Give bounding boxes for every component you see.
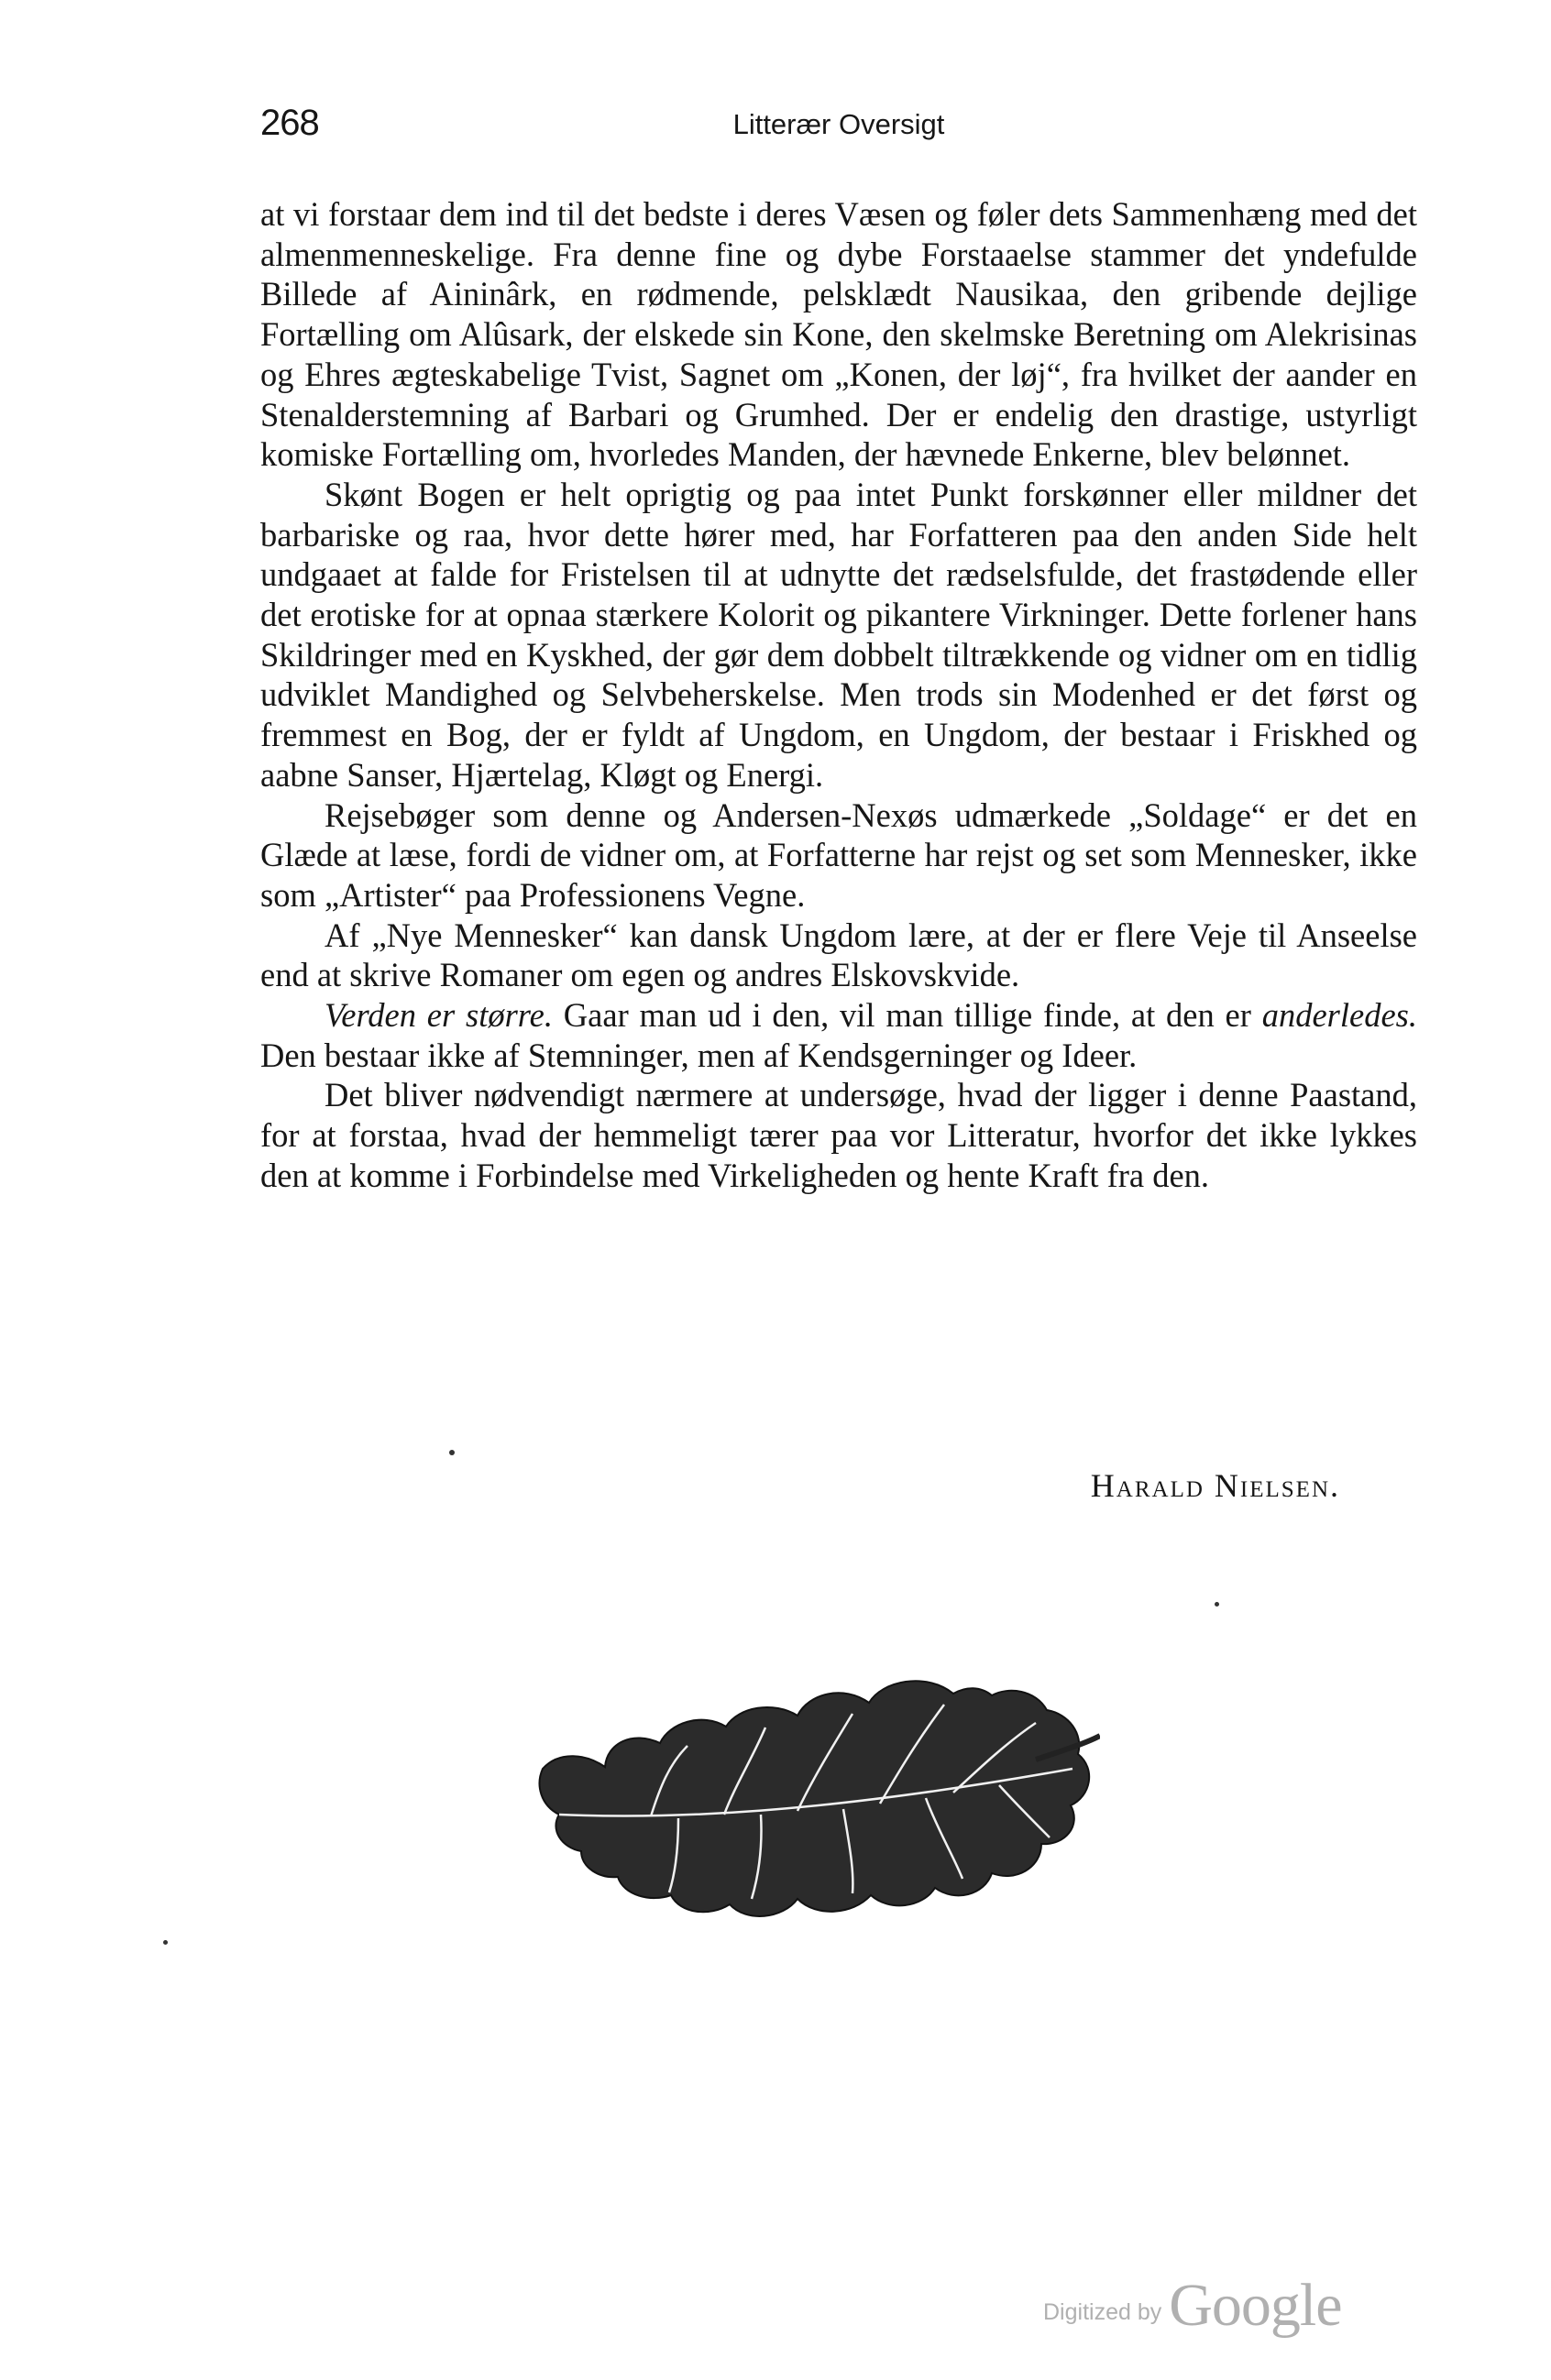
paragraph-5-text-b: Den bestaar ikke af Stemninger, men af Kendsgerninger og Ideer. <box>260 1036 1138 1074</box>
running-title: Litterær Oversigt <box>732 108 945 140</box>
oak-leaf-ornament <box>522 1659 1100 1970</box>
paragraph-3: Rejsebøger som denne og Andersen-Nexøs udmærkede „Soldage“ er det en Glæde at læse, fordi de vidner om, at Forfatterne har rejst og set som Mennesker, ikke som „Artister“ paa Professionens Vegne. <box>260 795 1417 914</box>
author-signature: Harald Nielsen. <box>1090 1467 1340 1504</box>
page-header <box>260 103 1417 158</box>
google-logo: Google <box>1169 2272 1342 2339</box>
digitized-by-google-watermark <box>1043 2271 1342 2341</box>
paragraph-5 <box>260 995 1417 1075</box>
italic-phrase-verden: Verden er større. <box>324 996 553 1035</box>
paragraph-6: Det bliver nødvendigt nærmere at undersøge, hvad der ligger i denne Paastand, for at forstaa, hvad der hemmeligt tærer paa vor Litteratur, hvorfor det ikke lykkes den at komme i Forbindelse med Virkeligheden og hente Kraft fra den. <box>260 1076 1417 1194</box>
watermark-small-text: Digitized by <box>1043 2299 1162 2325</box>
ink-speck <box>449 1450 455 1455</box>
paragraph-1: at vi forstaar dem ind til det bedste i deres Væsen og føler dets Sammenhæng med det almenmenneskelige. Fra denne fine og dybe Forstaaelse stammer det yndefulde Billede af Aininârk, en rødmende, pelsklædt Nausikaa, den gribende dejlige Fortælling om Alûsark, der elskede sin Kone, den skelmske Beretning om Alekrisinas og Ehres ægteskabelige Tvist, Sagnet om „Konen, der løj“, fra hvilket der aander en Stenalderstemning af Barbari og Grumhed. Der er endelig den drastige, ustyrligt komiske Fortælling om, hvorledes Manden, der hævnede Enkerne, blev belønnet. <box>260 195 1417 474</box>
paragraph-5-text-a: Gaar man ud i den, vil man tillige finde, at den er <box>553 996 1262 1035</box>
ink-speck <box>163 1940 168 1945</box>
paragraph-4: Af „Nye Mennesker“ kan dansk Ungdom lære, at der er flere Veje til Anseelse end at skrive Romaner om egen og andres Elskovskvide. <box>260 916 1417 994</box>
italic-word-anderledes: anderledes. <box>1261 996 1417 1035</box>
paragraph-2: Skønt Bogen er helt oprigtig og paa intet Punkt forskønner eller mildner det barbariske og raa, hvor dette hører med, har Forfatteren paa den anden Side helt undgaaet at falde for Fristelsen til at udnytte det rædselsfulde, det frastødende eller det erotiske for at opnaa stærkere Kolorit og pikantere Virkninger. Dette forlener hans Skildringer med en Kyskhed, der gør dem dobbelt tiltrækkende og vidner om en tidlig udviklet Mandighed og Selvbeherskelse. Men trods sin Modenhed er det først og fremmest en Bog, der er fyldt af Ungdom, en Ungdom, der bestaar i Friskhed og aabne Sanser, Hjærtelag, Kløgt og Energi. <box>260 475 1417 794</box>
ink-speck <box>1215 1602 1219 1607</box>
page-number: 268 <box>260 103 319 143</box>
body-text <box>260 194 1417 1196</box>
